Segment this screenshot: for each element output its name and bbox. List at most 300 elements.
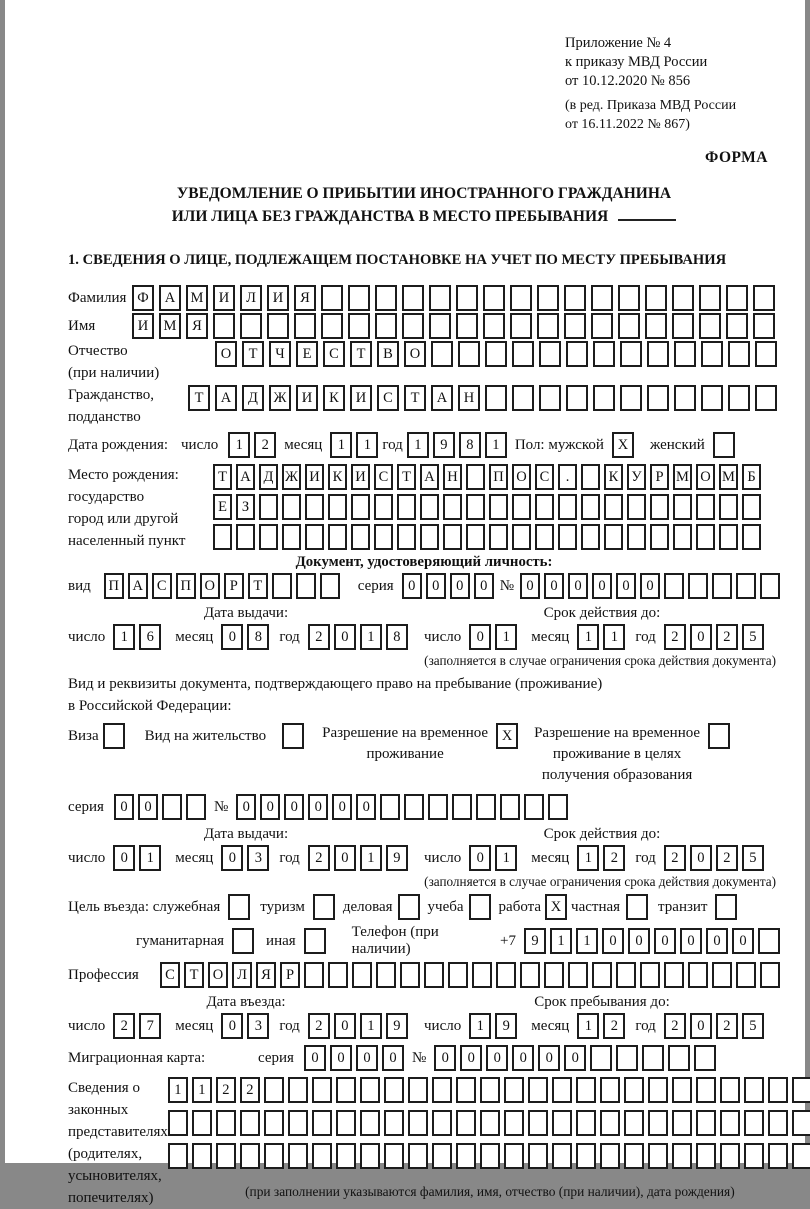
char-box[interactable] <box>720 1110 740 1136</box>
char-box[interactable] <box>768 1143 788 1169</box>
char-box[interactable] <box>431 341 453 367</box>
char-box[interactable] <box>673 494 692 520</box>
char-box[interactable]: Т <box>350 341 372 367</box>
char-box[interactable] <box>591 285 613 311</box>
char-box[interactable] <box>618 313 640 339</box>
char-box[interactable] <box>590 1045 612 1071</box>
char-box[interactable]: 0 <box>690 624 712 650</box>
doc-issue-month[interactable] <box>221 624 269 650</box>
char-box[interactable]: З <box>236 494 255 520</box>
char-box[interactable]: 0 <box>236 794 256 820</box>
char-box[interactable] <box>420 524 439 550</box>
char-box[interactable]: Ч <box>269 341 291 367</box>
char-box[interactable]: С <box>374 464 393 490</box>
char-box[interactable]: 0 <box>616 573 636 599</box>
legal-reps-input-1[interactable] <box>168 1077 810 1103</box>
edu-permit-checkbox[interactable] <box>708 723 730 749</box>
doc-valid-year[interactable] <box>664 624 764 650</box>
char-box[interactable] <box>581 494 600 520</box>
char-box[interactable] <box>312 1077 332 1103</box>
char-box[interactable]: А <box>128 573 148 599</box>
purpose-business-checkbox[interactable] <box>398 894 420 920</box>
char-box[interactable]: 2 <box>113 1013 135 1039</box>
permit-valid-month[interactable] <box>577 845 625 871</box>
char-box[interactable]: М <box>159 313 181 339</box>
name-input[interactable] <box>132 313 775 339</box>
char-box[interactable]: П <box>176 573 196 599</box>
char-box[interactable] <box>645 313 667 339</box>
char-box[interactable]: И <box>305 464 324 490</box>
char-box[interactable]: 0 <box>680 928 702 954</box>
char-box[interactable] <box>328 494 347 520</box>
char-box[interactable]: Л <box>232 962 252 988</box>
char-box[interactable] <box>537 285 559 311</box>
char-box[interactable]: 1 <box>192 1077 212 1103</box>
char-box[interactable] <box>701 341 723 367</box>
purpose-private-checkbox[interactable] <box>626 894 648 920</box>
char-box[interactable] <box>539 385 561 411</box>
char-box[interactable]: 1 <box>407 432 429 458</box>
char-box[interactable] <box>528 1110 548 1136</box>
char-box[interactable] <box>264 1110 284 1136</box>
birthplace-input-2[interactable] <box>213 494 761 520</box>
char-box[interactable] <box>264 1077 284 1103</box>
char-box[interactable] <box>288 1110 308 1136</box>
permit-number-input[interactable] <box>236 794 568 820</box>
char-box[interactable]: 0 <box>602 928 624 954</box>
char-box[interactable] <box>466 494 485 520</box>
char-box[interactable] <box>240 1110 260 1136</box>
char-box[interactable]: Т <box>242 341 264 367</box>
char-box[interactable] <box>742 494 761 520</box>
stay-day[interactable] <box>469 1013 517 1039</box>
char-box[interactable]: 0 <box>221 624 243 650</box>
char-box[interactable]: Ф <box>132 285 154 311</box>
char-box[interactable]: 0 <box>512 1045 534 1071</box>
char-box[interactable] <box>539 341 561 367</box>
mig-number-input[interactable] <box>434 1045 716 1071</box>
char-box[interactable] <box>760 962 780 988</box>
char-box[interactable] <box>443 494 462 520</box>
char-box[interactable] <box>604 494 623 520</box>
char-box[interactable] <box>375 285 397 311</box>
char-box[interactable] <box>168 1143 188 1169</box>
char-box[interactable]: 0 <box>474 573 494 599</box>
char-box[interactable] <box>360 1143 380 1169</box>
char-box[interactable]: 9 <box>495 1013 517 1039</box>
char-box[interactable]: 0 <box>138 794 158 820</box>
char-box[interactable] <box>672 1143 692 1169</box>
char-box[interactable] <box>466 524 485 550</box>
char-box[interactable] <box>186 794 206 820</box>
char-box[interactable]: 2 <box>603 1013 625 1039</box>
char-box[interactable]: А <box>159 285 181 311</box>
char-box[interactable]: И <box>267 285 289 311</box>
char-box[interactable]: 5 <box>742 845 764 871</box>
char-box[interactable] <box>485 341 507 367</box>
char-box[interactable]: В <box>377 341 399 367</box>
char-box[interactable] <box>360 1077 380 1103</box>
char-box[interactable]: 9 <box>433 432 455 458</box>
doc-series-input[interactable] <box>402 573 494 599</box>
char-box[interactable] <box>593 385 615 411</box>
char-box[interactable]: 2 <box>664 845 686 871</box>
char-box[interactable] <box>336 1110 356 1136</box>
char-box[interactable]: 2 <box>308 624 330 650</box>
char-box[interactable]: К <box>328 464 347 490</box>
stay-year[interactable] <box>664 1013 764 1039</box>
char-box[interactable] <box>432 1110 452 1136</box>
char-box[interactable] <box>512 494 531 520</box>
char-box[interactable]: 0 <box>260 794 280 820</box>
char-box[interactable] <box>552 1110 572 1136</box>
char-box[interactable] <box>552 1077 572 1103</box>
entry-year[interactable] <box>308 1013 408 1039</box>
char-box[interactable] <box>328 962 348 988</box>
char-box[interactable]: О <box>512 464 531 490</box>
char-box[interactable]: Р <box>224 573 244 599</box>
char-box[interactable]: 0 <box>690 1013 712 1039</box>
char-box[interactable] <box>742 524 761 550</box>
char-box[interactable] <box>648 1143 668 1169</box>
char-box[interactable]: 0 <box>434 1045 456 1071</box>
char-box[interactable] <box>282 524 301 550</box>
char-box[interactable]: 1 <box>577 845 599 871</box>
char-box[interactable] <box>374 494 393 520</box>
char-box[interactable] <box>664 962 684 988</box>
doc-number-input[interactable] <box>520 573 780 599</box>
char-box[interactable] <box>568 962 588 988</box>
char-box[interactable] <box>792 1143 810 1169</box>
char-box[interactable]: Н <box>458 385 480 411</box>
char-box[interactable]: 8 <box>459 432 481 458</box>
char-box[interactable] <box>360 1110 380 1136</box>
char-box[interactable] <box>304 928 326 954</box>
char-box[interactable] <box>288 1143 308 1169</box>
char-box[interactable] <box>626 894 648 920</box>
char-box[interactable]: Т <box>404 385 426 411</box>
char-box[interactable]: . <box>558 464 577 490</box>
char-box[interactable] <box>719 524 738 550</box>
char-box[interactable] <box>408 1110 428 1136</box>
char-box[interactable]: Р <box>650 464 669 490</box>
entry-day[interactable] <box>113 1013 161 1039</box>
char-box[interactable]: 5 <box>742 624 764 650</box>
char-box[interactable] <box>616 1045 638 1071</box>
char-box[interactable] <box>348 285 370 311</box>
char-box[interactable] <box>456 285 478 311</box>
char-box[interactable] <box>624 1143 644 1169</box>
char-box[interactable] <box>576 1110 596 1136</box>
char-box[interactable] <box>489 494 508 520</box>
char-box[interactable] <box>305 524 324 550</box>
char-box[interactable]: 0 <box>330 1045 352 1071</box>
doc-issue-year[interactable] <box>308 624 408 650</box>
char-box[interactable]: К <box>604 464 623 490</box>
char-box[interactable] <box>404 794 424 820</box>
char-box[interactable]: М <box>186 285 208 311</box>
stay-month[interactable] <box>577 1013 625 1039</box>
char-box[interactable] <box>272 573 292 599</box>
char-box[interactable] <box>548 794 568 820</box>
char-box[interactable] <box>620 341 642 367</box>
char-box[interactable]: 3 <box>247 1013 269 1039</box>
char-box[interactable]: И <box>296 385 318 411</box>
char-box[interactable] <box>400 962 420 988</box>
char-box[interactable]: 1 <box>495 845 517 871</box>
permit-issue-month[interactable] <box>221 845 269 871</box>
char-box[interactable] <box>744 1110 764 1136</box>
char-box[interactable] <box>696 1077 716 1103</box>
char-box[interactable] <box>792 1077 810 1103</box>
char-box[interactable] <box>466 464 485 490</box>
char-box[interactable] <box>336 1077 356 1103</box>
char-box[interactable]: 0 <box>706 928 728 954</box>
char-box[interactable] <box>264 1143 284 1169</box>
char-box[interactable]: 1 <box>360 1013 382 1039</box>
char-box[interactable]: 1 <box>139 845 161 871</box>
char-box[interactable]: И <box>351 464 370 490</box>
char-box[interactable] <box>103 723 125 749</box>
char-box[interactable]: 0 <box>113 845 135 871</box>
char-box[interactable]: Д <box>259 464 278 490</box>
char-box[interactable] <box>240 1143 260 1169</box>
char-box[interactable] <box>348 313 370 339</box>
char-box[interactable] <box>648 1110 668 1136</box>
char-box[interactable] <box>443 524 462 550</box>
char-box[interactable] <box>524 794 544 820</box>
char-box[interactable] <box>688 573 708 599</box>
birth-day-input[interactable] <box>228 432 276 458</box>
permit-issue-day[interactable] <box>113 845 161 871</box>
char-box[interactable]: 8 <box>386 624 408 650</box>
char-box[interactable]: Т <box>213 464 232 490</box>
doc-valid-day[interactable] <box>469 624 517 650</box>
char-box[interactable]: 0 <box>221 845 243 871</box>
char-box[interactable] <box>544 962 564 988</box>
char-box[interactable] <box>728 341 750 367</box>
char-box[interactable] <box>701 385 723 411</box>
purpose-work-checkbox[interactable] <box>545 894 567 920</box>
char-box[interactable] <box>504 1077 524 1103</box>
char-box[interactable] <box>380 794 400 820</box>
char-box[interactable]: Т <box>397 464 416 490</box>
char-box[interactable]: 0 <box>568 573 588 599</box>
char-box[interactable]: Е <box>296 341 318 367</box>
char-box[interactable] <box>564 285 586 311</box>
char-box[interactable] <box>328 524 347 550</box>
char-box[interactable]: С <box>323 341 345 367</box>
permit-series-input[interactable] <box>114 794 206 820</box>
char-box[interactable] <box>726 313 748 339</box>
char-box[interactable]: 9 <box>386 1013 408 1039</box>
char-box[interactable] <box>162 794 182 820</box>
char-box[interactable] <box>510 285 532 311</box>
char-box[interactable] <box>627 524 646 550</box>
char-box[interactable] <box>592 962 612 988</box>
char-box[interactable] <box>216 1110 236 1136</box>
char-box[interactable] <box>768 1077 788 1103</box>
char-box[interactable] <box>267 313 289 339</box>
char-box[interactable]: X <box>496 723 518 749</box>
char-box[interactable] <box>792 1110 810 1136</box>
char-box[interactable] <box>312 1143 332 1169</box>
char-box[interactable]: 0 <box>592 573 612 599</box>
char-box[interactable]: 0 <box>221 1013 243 1039</box>
char-box[interactable] <box>485 385 507 411</box>
char-box[interactable]: 5 <box>742 1013 764 1039</box>
char-box[interactable] <box>420 494 439 520</box>
char-box[interactable]: О <box>215 341 237 367</box>
char-box[interactable] <box>520 962 540 988</box>
char-box[interactable] <box>736 573 756 599</box>
char-box[interactable] <box>719 494 738 520</box>
char-box[interactable] <box>374 524 393 550</box>
char-box[interactable]: 0 <box>690 845 712 871</box>
char-box[interactable] <box>537 313 559 339</box>
char-box[interactable] <box>352 962 372 988</box>
char-box[interactable]: Т <box>184 962 204 988</box>
purpose-humanitarian-checkbox[interactable] <box>232 928 254 954</box>
char-box[interactable] <box>760 573 780 599</box>
char-box[interactable] <box>402 285 424 311</box>
birth-year-input[interactable] <box>407 432 507 458</box>
char-box[interactable] <box>688 962 708 988</box>
char-box[interactable]: Д <box>242 385 264 411</box>
char-box[interactable] <box>708 723 730 749</box>
char-box[interactable] <box>376 962 396 988</box>
mig-series-input[interactable] <box>304 1045 404 1071</box>
char-box[interactable] <box>640 962 660 988</box>
entry-month[interactable] <box>221 1013 269 1039</box>
char-box[interactable]: 0 <box>382 1045 404 1071</box>
char-box[interactable]: 3 <box>247 845 269 871</box>
char-box[interactable]: С <box>152 573 172 599</box>
char-box[interactable]: 1 <box>356 432 378 458</box>
char-box[interactable]: 0 <box>402 573 422 599</box>
char-box[interactable] <box>456 1110 476 1136</box>
char-box[interactable]: 9 <box>386 845 408 871</box>
birth-month-input[interactable] <box>330 432 378 458</box>
char-box[interactable] <box>480 1143 500 1169</box>
char-box[interactable] <box>736 962 756 988</box>
char-box[interactable] <box>305 494 324 520</box>
char-box[interactable] <box>456 1143 476 1169</box>
char-box[interactable] <box>694 1045 716 1071</box>
char-box[interactable]: 0 <box>538 1045 560 1071</box>
char-box[interactable]: А <box>420 464 439 490</box>
char-box[interactable] <box>581 524 600 550</box>
char-box[interactable]: 0 <box>469 845 491 871</box>
permit-valid-year[interactable] <box>664 845 764 871</box>
char-box[interactable]: 0 <box>356 1045 378 1071</box>
char-box[interactable] <box>604 524 623 550</box>
char-box[interactable] <box>647 341 669 367</box>
char-box[interactable]: 0 <box>114 794 134 820</box>
char-box[interactable]: 0 <box>332 794 352 820</box>
char-box[interactable] <box>429 285 451 311</box>
char-box[interactable] <box>336 1143 356 1169</box>
char-box[interactable] <box>168 1110 188 1136</box>
char-box[interactable] <box>397 494 416 520</box>
char-box[interactable]: М <box>719 464 738 490</box>
char-box[interactable]: Е <box>213 494 232 520</box>
char-box[interactable]: 0 <box>450 573 470 599</box>
doc-type-input[interactable] <box>104 573 340 599</box>
char-box[interactable]: 8 <box>247 624 269 650</box>
char-box[interactable]: 0 <box>308 794 328 820</box>
char-box[interactable] <box>672 313 694 339</box>
char-box[interactable] <box>213 313 235 339</box>
char-box[interactable]: 2 <box>603 845 625 871</box>
profession-input[interactable] <box>160 962 780 988</box>
char-box[interactable]: К <box>323 385 345 411</box>
char-box[interactable] <box>712 962 732 988</box>
char-box[interactable]: Я <box>294 285 316 311</box>
char-box[interactable] <box>576 1077 596 1103</box>
char-box[interactable] <box>213 524 232 550</box>
char-box[interactable]: 6 <box>139 624 161 650</box>
char-box[interactable]: 2 <box>664 624 686 650</box>
phone-input[interactable] <box>524 928 780 954</box>
char-box[interactable] <box>755 341 777 367</box>
char-box[interactable]: 1 <box>360 624 382 650</box>
char-box[interactable] <box>768 1110 788 1136</box>
char-box[interactable] <box>593 341 615 367</box>
char-box[interactable]: М <box>673 464 692 490</box>
char-box[interactable]: 2 <box>254 432 276 458</box>
char-box[interactable]: 9 <box>524 928 546 954</box>
char-box[interactable]: 0 <box>469 624 491 650</box>
char-box[interactable]: Я <box>186 313 208 339</box>
char-box[interactable]: О <box>200 573 220 599</box>
char-box[interactable] <box>535 524 554 550</box>
char-box[interactable] <box>469 894 491 920</box>
char-box[interactable]: 0 <box>654 928 676 954</box>
char-box[interactable] <box>312 1110 332 1136</box>
char-box[interactable]: 1 <box>576 928 598 954</box>
char-box[interactable]: 1 <box>485 432 507 458</box>
char-box[interactable]: Ж <box>269 385 291 411</box>
char-box[interactable] <box>696 524 715 550</box>
char-box[interactable]: 0 <box>334 845 356 871</box>
doc-valid-month[interactable] <box>577 624 625 650</box>
char-box[interactable] <box>240 313 262 339</box>
char-box[interactable] <box>288 1077 308 1103</box>
char-box[interactable] <box>576 1143 596 1169</box>
char-box[interactable] <box>624 1110 644 1136</box>
char-box[interactable]: П <box>489 464 508 490</box>
sex-male-checkbox[interactable] <box>612 432 634 458</box>
char-box[interactable]: Т <box>248 573 268 599</box>
char-box[interactable] <box>720 1077 740 1103</box>
char-box[interactable]: 1 <box>360 845 382 871</box>
char-box[interactable]: С <box>160 962 180 988</box>
char-box[interactable]: О <box>404 341 426 367</box>
char-box[interactable] <box>384 1110 404 1136</box>
purpose-tourism-checkbox[interactable] <box>313 894 335 920</box>
char-box[interactable]: X <box>545 894 567 920</box>
char-box[interactable]: 1 <box>577 624 599 650</box>
char-box[interactable]: 0 <box>628 928 650 954</box>
char-box[interactable] <box>452 794 472 820</box>
char-box[interactable] <box>384 1143 404 1169</box>
visa-checkbox[interactable] <box>103 723 125 749</box>
char-box[interactable] <box>351 494 370 520</box>
char-box[interactable] <box>476 794 496 820</box>
char-box[interactable] <box>424 962 444 988</box>
legal-reps-input-2[interactable] <box>168 1110 810 1136</box>
